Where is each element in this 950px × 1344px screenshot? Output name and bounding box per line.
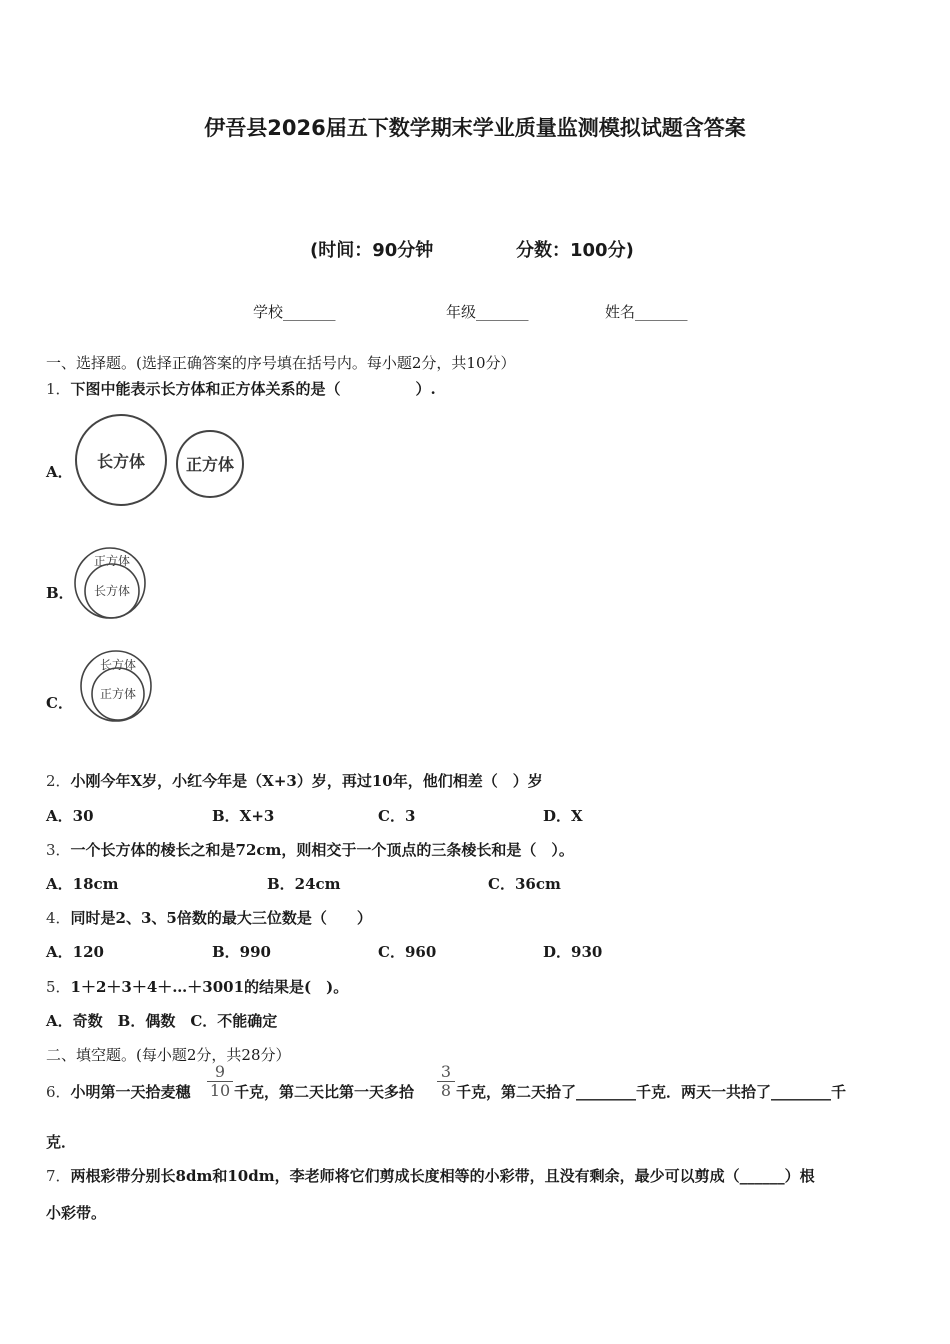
q2-option-a: A．30 <box>46 807 94 825</box>
q4-option-c: C．960 <box>378 943 437 961</box>
exam-score: 分数：100分) <box>516 240 634 261</box>
question-number: 2． <box>46 772 71 790</box>
circle-label: 正方体 <box>99 687 137 701</box>
question-7 <box>46 1165 815 1186</box>
document-title: 伊吾县2026届五下数学期末学业质量监测模拟试题含答案 <box>204 116 746 140</box>
section1-heading: 一、选择题。(选择正确答案的序号填在括号内。每小题2分，共10分） <box>46 354 516 372</box>
question-6-part2: 千克，第二天比第一天多拾 <box>234 1083 415 1101</box>
question-text: 小刚今年X岁，小红今年是（X+3）岁，再过10年，他们相差（ ）岁 <box>70 772 543 790</box>
question-6-continuation: 克． <box>46 1133 77 1151</box>
question-number: 5． <box>46 978 71 996</box>
fraction-3-8 <box>437 1063 455 1100</box>
school-field: 学校_______ <box>253 303 336 321</box>
q3-option-c: C．36cm <box>488 875 561 893</box>
q3-option-a: A．18cm <box>46 875 119 893</box>
question-6 <box>46 1081 191 1102</box>
question-number: 4． <box>46 909 71 927</box>
question-number: 6． <box>46 1083 71 1101</box>
q4-option-a: A．120 <box>46 943 104 961</box>
question-1 <box>46 378 436 399</box>
fraction-numerator: 9 <box>214 1062 226 1081</box>
question-6-part3: 千克，第二天拾了________千克．两天一共拾了________千 <box>456 1083 847 1101</box>
question-number: 7． <box>46 1167 71 1185</box>
q4-option-d: D．930 <box>543 943 603 961</box>
question-3 <box>46 839 574 860</box>
q2-option-d: D．X <box>543 807 583 825</box>
q3-option-b: B．24cm <box>267 875 341 893</box>
q1-option-c-diagram <box>78 648 156 726</box>
question-number: 3． <box>46 841 71 859</box>
q2-option-c: C．3 <box>378 807 416 825</box>
circle-label: 长方体 <box>99 658 137 672</box>
section2-heading: 二、填空题。(每小题2分，共28分） <box>46 1046 291 1064</box>
q1-option-a-label: A． <box>46 463 73 481</box>
q1-option-b-label: B． <box>46 584 74 602</box>
circle-label: 长方体 <box>96 452 146 471</box>
q2-option-b: B．X+3 <box>212 807 275 825</box>
q4-option-b: B．990 <box>212 943 271 961</box>
circle-label: 正方体 <box>93 554 131 568</box>
question-text: 下图中能表示长方体和正方体关系的是（ ）. <box>70 380 436 398</box>
question-7-continuation: 小彩带。 <box>46 1204 107 1222</box>
fraction-9-10 <box>207 1063 233 1100</box>
question-2 <box>46 770 543 791</box>
fraction-numerator: 3 <box>440 1062 452 1081</box>
fraction-denominator: 10 <box>209 1081 231 1100</box>
question-5 <box>46 976 348 997</box>
exam-time: (时间：90分钟 <box>310 240 434 261</box>
circle-label: 长方体 <box>93 584 131 598</box>
question-number: 1． <box>46 380 71 398</box>
q1-option-c-label: C． <box>46 694 73 712</box>
question-text: 两根彩带分别长8dm和10dm，李老师将它们剪成长度相等的小彩带，且没有剩余，最少可以剪成（______）根 <box>70 1167 815 1185</box>
question-text: 一个长方体的棱长之和是72cm，则相交于一个顶点的三条棱长和是（ ）。 <box>70 841 574 859</box>
fraction-denominator: 8 <box>440 1081 452 1100</box>
q5-options: A．奇数 B．偶数 C．不能确定 <box>46 1012 278 1030</box>
q1-option-b-diagram <box>72 543 152 621</box>
question-4 <box>46 907 372 928</box>
question-text: 1＋2＋3＋4＋…＋3001的结果是( )。 <box>70 978 349 996</box>
q1-option-a-diagram <box>74 410 249 510</box>
question-text: 同时是2、3、5倍数的最大三位数是（ ） <box>70 909 372 927</box>
question-text-part1: 小明第一天拾麦穗 <box>70 1083 191 1101</box>
grade-field: 年级_______ <box>446 303 529 321</box>
name-field: 姓名_______ <box>605 303 688 321</box>
circle-label: 正方体 <box>185 455 235 474</box>
